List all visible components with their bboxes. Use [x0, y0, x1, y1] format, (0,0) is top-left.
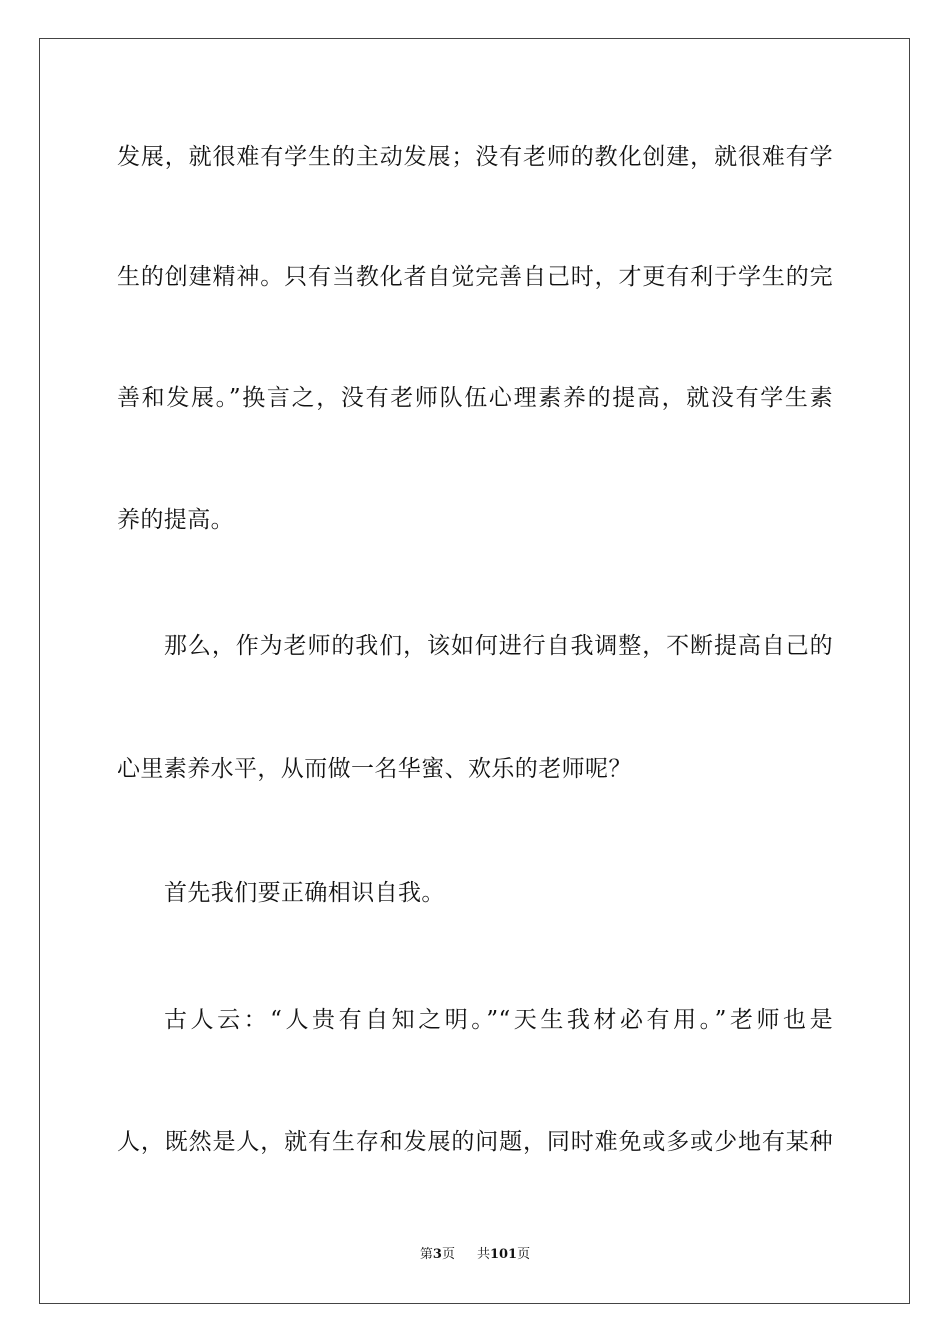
text-line: 首先我们要正确相识自我。: [164, 880, 445, 906]
text-line: 养的提高。: [117, 507, 234, 533]
text-line: 人，既然是人，就有生存和发展的问题，同时难免或多或少地有某种: [117, 1129, 833, 1155]
footer-total-prefix: 共: [476, 1247, 490, 1262]
text-line: 善和发展。”换言之，没有老师队伍心理素养的提高，就没有学生素: [117, 385, 833, 411]
footer-page-number: 3: [432, 1247, 442, 1262]
footer-page-prefix: 第: [419, 1247, 433, 1262]
footer-total-pages: 101: [489, 1247, 518, 1262]
page-footer: [0, 1246, 950, 1264]
text-line: 生的创建精神。只有当教化者自觉完善自己时，才更有利于学生的完: [117, 264, 833, 290]
text-line: 心里素养水平，从而做一名华蜜、欢乐的老师呢？: [117, 756, 632, 782]
page-frame: [39, 38, 910, 1304]
footer-page-suffix: 页: [441, 1247, 455, 1262]
text-line: 那么，作为老师的我们，该如何进行自我调整，不断提高自己的: [164, 633, 833, 659]
text-line: 古人云：“人贵有自知之明。”“天生我材必有用。”老师也是: [164, 1007, 833, 1033]
text-line: 发展，就很难有学生的主动发展；没有老师的教化创建，就很难有学: [117, 144, 833, 170]
footer-total-suffix: 页: [517, 1247, 531, 1262]
